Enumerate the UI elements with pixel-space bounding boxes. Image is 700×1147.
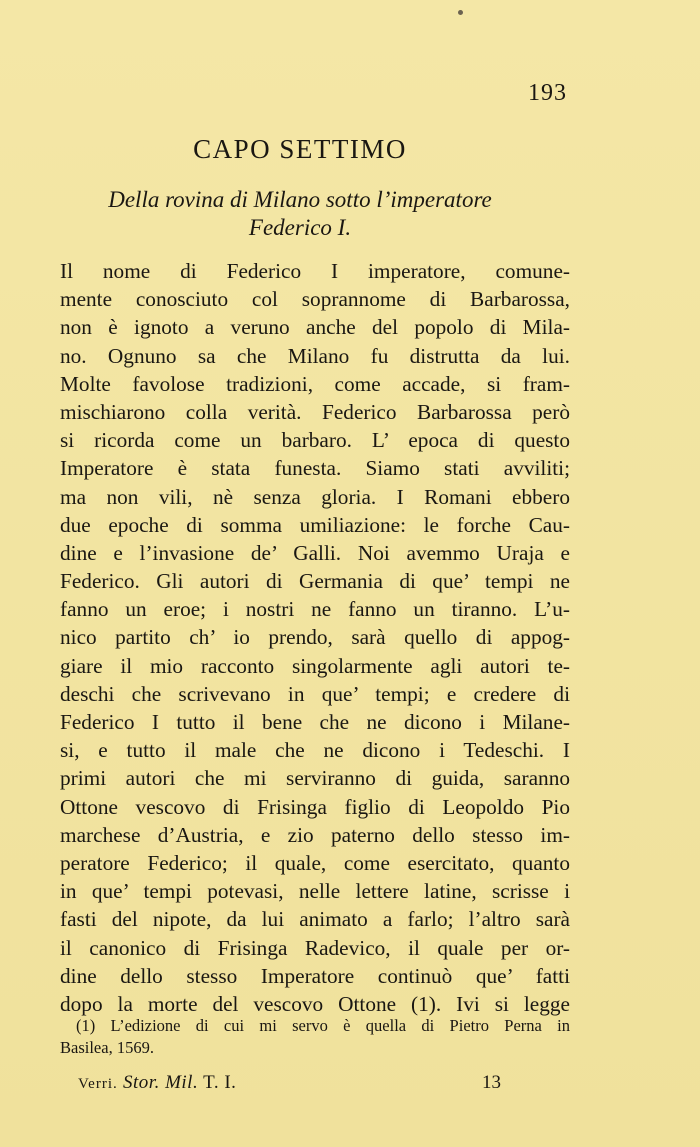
body-line: ma non vili, nè senza gloria. I Romani ebbero bbox=[60, 484, 570, 509]
body-line: si, e tutto il male che ne dicono i Tedeschi. I bbox=[60, 738, 570, 763]
body-line: in que’ tempi potevasi, nelle lettere latine, scrisse i bbox=[60, 879, 570, 904]
body-line: il canonico di Frisinga Radevico, il quale per or- bbox=[60, 935, 570, 960]
signature-work: Stor. Mil. bbox=[123, 1072, 199, 1093]
body-line: Ottone vescovo di Frisinga figlio di Leopoldo Pio bbox=[60, 794, 570, 819]
body-line: fasti del nipote, da lui animato a farlo; l’altro sarà bbox=[60, 907, 570, 932]
body-line: dine e l’invasione de’ Galli. Noi avemmo Uraja e bbox=[60, 540, 570, 565]
chapter-title: CAPO SETTIMO bbox=[193, 134, 407, 164]
body-line: due epoche di somma umiliazione: le forche Cau- bbox=[60, 512, 570, 537]
body-line: marchese d’Austria, e zio paterno dello stesso im- bbox=[60, 822, 570, 847]
body-line: giare il mio racconto singolarmente agli autori te- bbox=[60, 653, 570, 678]
footnote bbox=[60, 1015, 570, 1059]
body-line: dopo la morte del vescovo Ottone (1). Ivi si legge bbox=[60, 991, 570, 1016]
signature-author: Verri. bbox=[78, 1076, 118, 1092]
body-line: dine dello stesso Imperatore continuò que’ fatti bbox=[60, 963, 570, 988]
body-line: Federico I tutto il bene che ne dicono i Milane- bbox=[60, 710, 570, 734]
body-line: deschi che scrivevano in que’ tempi; e credere di bbox=[60, 681, 570, 706]
body-line: primi autori che mi serviranno di guida, saranno bbox=[60, 766, 570, 791]
chapter-subtitle bbox=[60, 186, 540, 242]
body-line: mischiarono colla verità. Federico Barbarossa però bbox=[60, 399, 570, 424]
body-line: Federico. Gli autori di Germania di que’ tempi ne bbox=[60, 569, 570, 594]
body-line: mente conosciuto col soprannome di Barbarossa, bbox=[60, 287, 570, 312]
page-number: 193 bbox=[528, 80, 567, 106]
body-line: peratore Federico; il quale, come esercitato, quanto bbox=[60, 850, 570, 875]
body-line: nico partito ch’ io prendo, sarà quello di appog- bbox=[60, 625, 570, 650]
paper-speck bbox=[458, 10, 463, 15]
subtitle-line: Federico I. bbox=[248, 215, 352, 240]
gathering-mark: 13 bbox=[482, 1072, 501, 1093]
body-line: fanno un eroe; i nostri ne fanno un tiranno. L’u- bbox=[60, 597, 570, 622]
footnote-line: (1) L’edizione di cui mi servo è quella di Pietro Perna in bbox=[76, 1016, 570, 1035]
body-line: Imperatore è stata funesta. Siamo stati avviliti; bbox=[60, 456, 570, 481]
signature-line bbox=[78, 1072, 236, 1094]
body-line: Molte favolose tradizioni, come accade, si fram- bbox=[60, 371, 570, 396]
signature-volume: T. I. bbox=[203, 1072, 237, 1093]
body-line: Il nome di Federico I imperatore, comune- bbox=[60, 259, 570, 283]
footnote-line: Basilea, 1569. bbox=[60, 1038, 154, 1057]
body-text bbox=[60, 257, 570, 1018]
subtitle-line: Della rovina di Milano sotto l’imperatore bbox=[108, 187, 492, 212]
body-line: no. Ognuno sa che Milano fu distrutta da lui. bbox=[60, 343, 570, 368]
body-line: non è ignoto a veruno anche del popolo di Mila- bbox=[60, 315, 570, 340]
body-line: si ricorda come un barbaro. L’ epoca di questo bbox=[60, 428, 570, 453]
